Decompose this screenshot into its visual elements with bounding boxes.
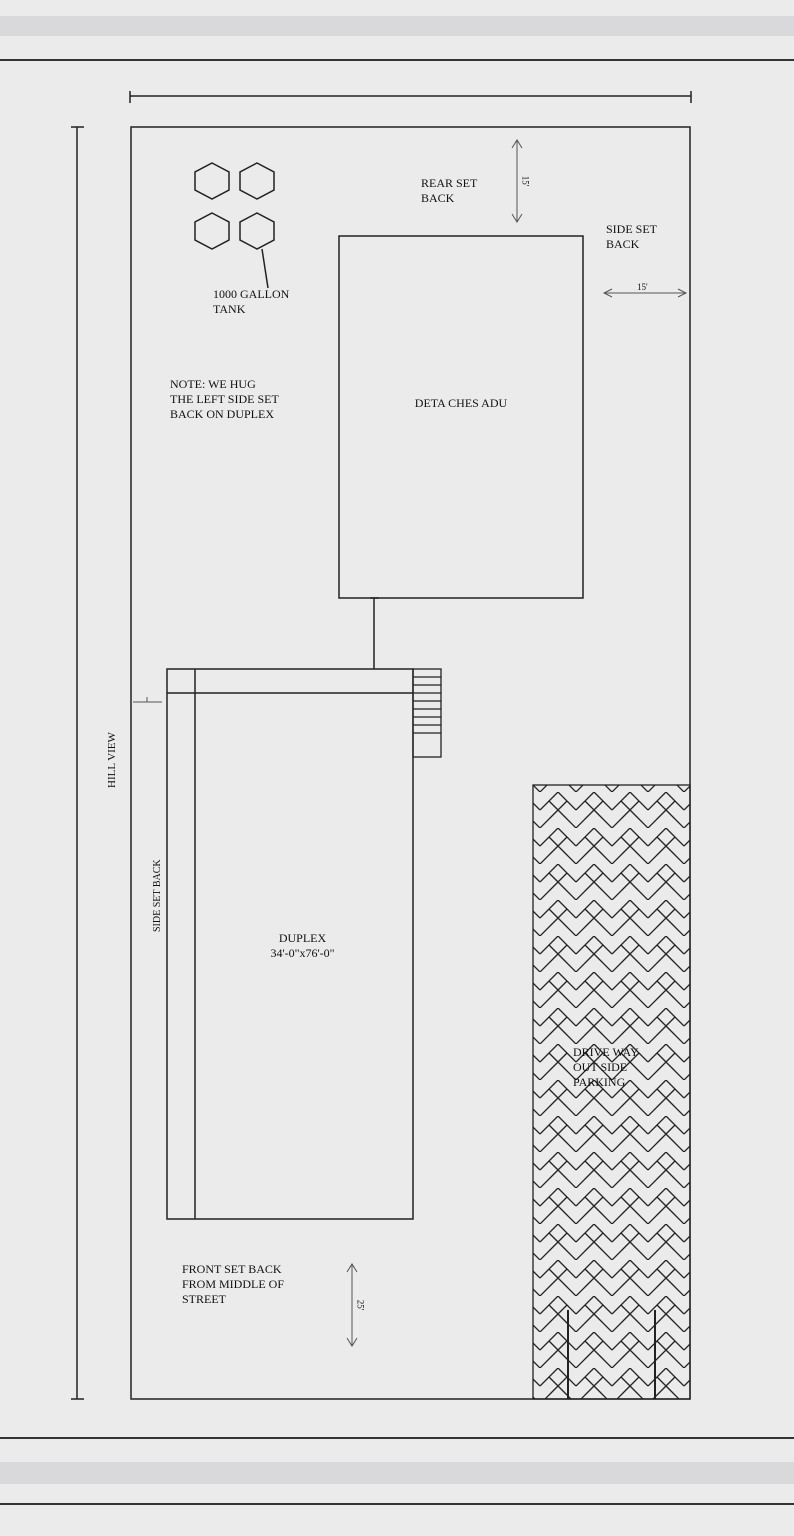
tank-leader-line (262, 249, 268, 288)
building-separation-line (370, 598, 379, 669)
side-setback-right-label: SIDE SET BACK (606, 222, 657, 251)
tank-label: 1000 GALLON TANK (213, 287, 290, 316)
rear-setback-label: REAR SET BACK (421, 176, 478, 205)
top-dimension-line (130, 91, 691, 103)
hexagon-tank-icon (240, 163, 274, 199)
hill-view-label: HILL VIEW (106, 732, 118, 788)
driveway-label: DRIVE WAY OUT SIDE PARKING (573, 1045, 639, 1089)
note-label: NOTE: WE HUG THE LEFT SIDE SET BACK ON DUPLEX (170, 377, 279, 421)
hexagon-tank-icon (195, 213, 229, 249)
tank-icons (195, 163, 274, 288)
left-setback-tick (133, 697, 162, 702)
hexagon-tank-icon (240, 213, 274, 249)
front-setback-label: FRONT SET BACK FROM MIDDLE OF STREET (182, 1262, 285, 1306)
adu-building (339, 236, 583, 598)
rear-setback-dimension: 15' (520, 175, 531, 187)
duplex-label: DUPLEX 34'-0"x76'-0" (270, 931, 335, 960)
hexagon-tank-icon (195, 163, 229, 199)
adu-label: DETA CHES ADU (414, 396, 508, 410)
stairs (413, 669, 441, 757)
driveway-area (533, 785, 690, 1399)
left-dimension-line (71, 127, 84, 1399)
side-setback-left-label: SIDE SET BACK (152, 859, 163, 932)
side-setback-right-dimension: 15' (637, 282, 648, 292)
front-setback-dimension: 25' (355, 1299, 366, 1311)
